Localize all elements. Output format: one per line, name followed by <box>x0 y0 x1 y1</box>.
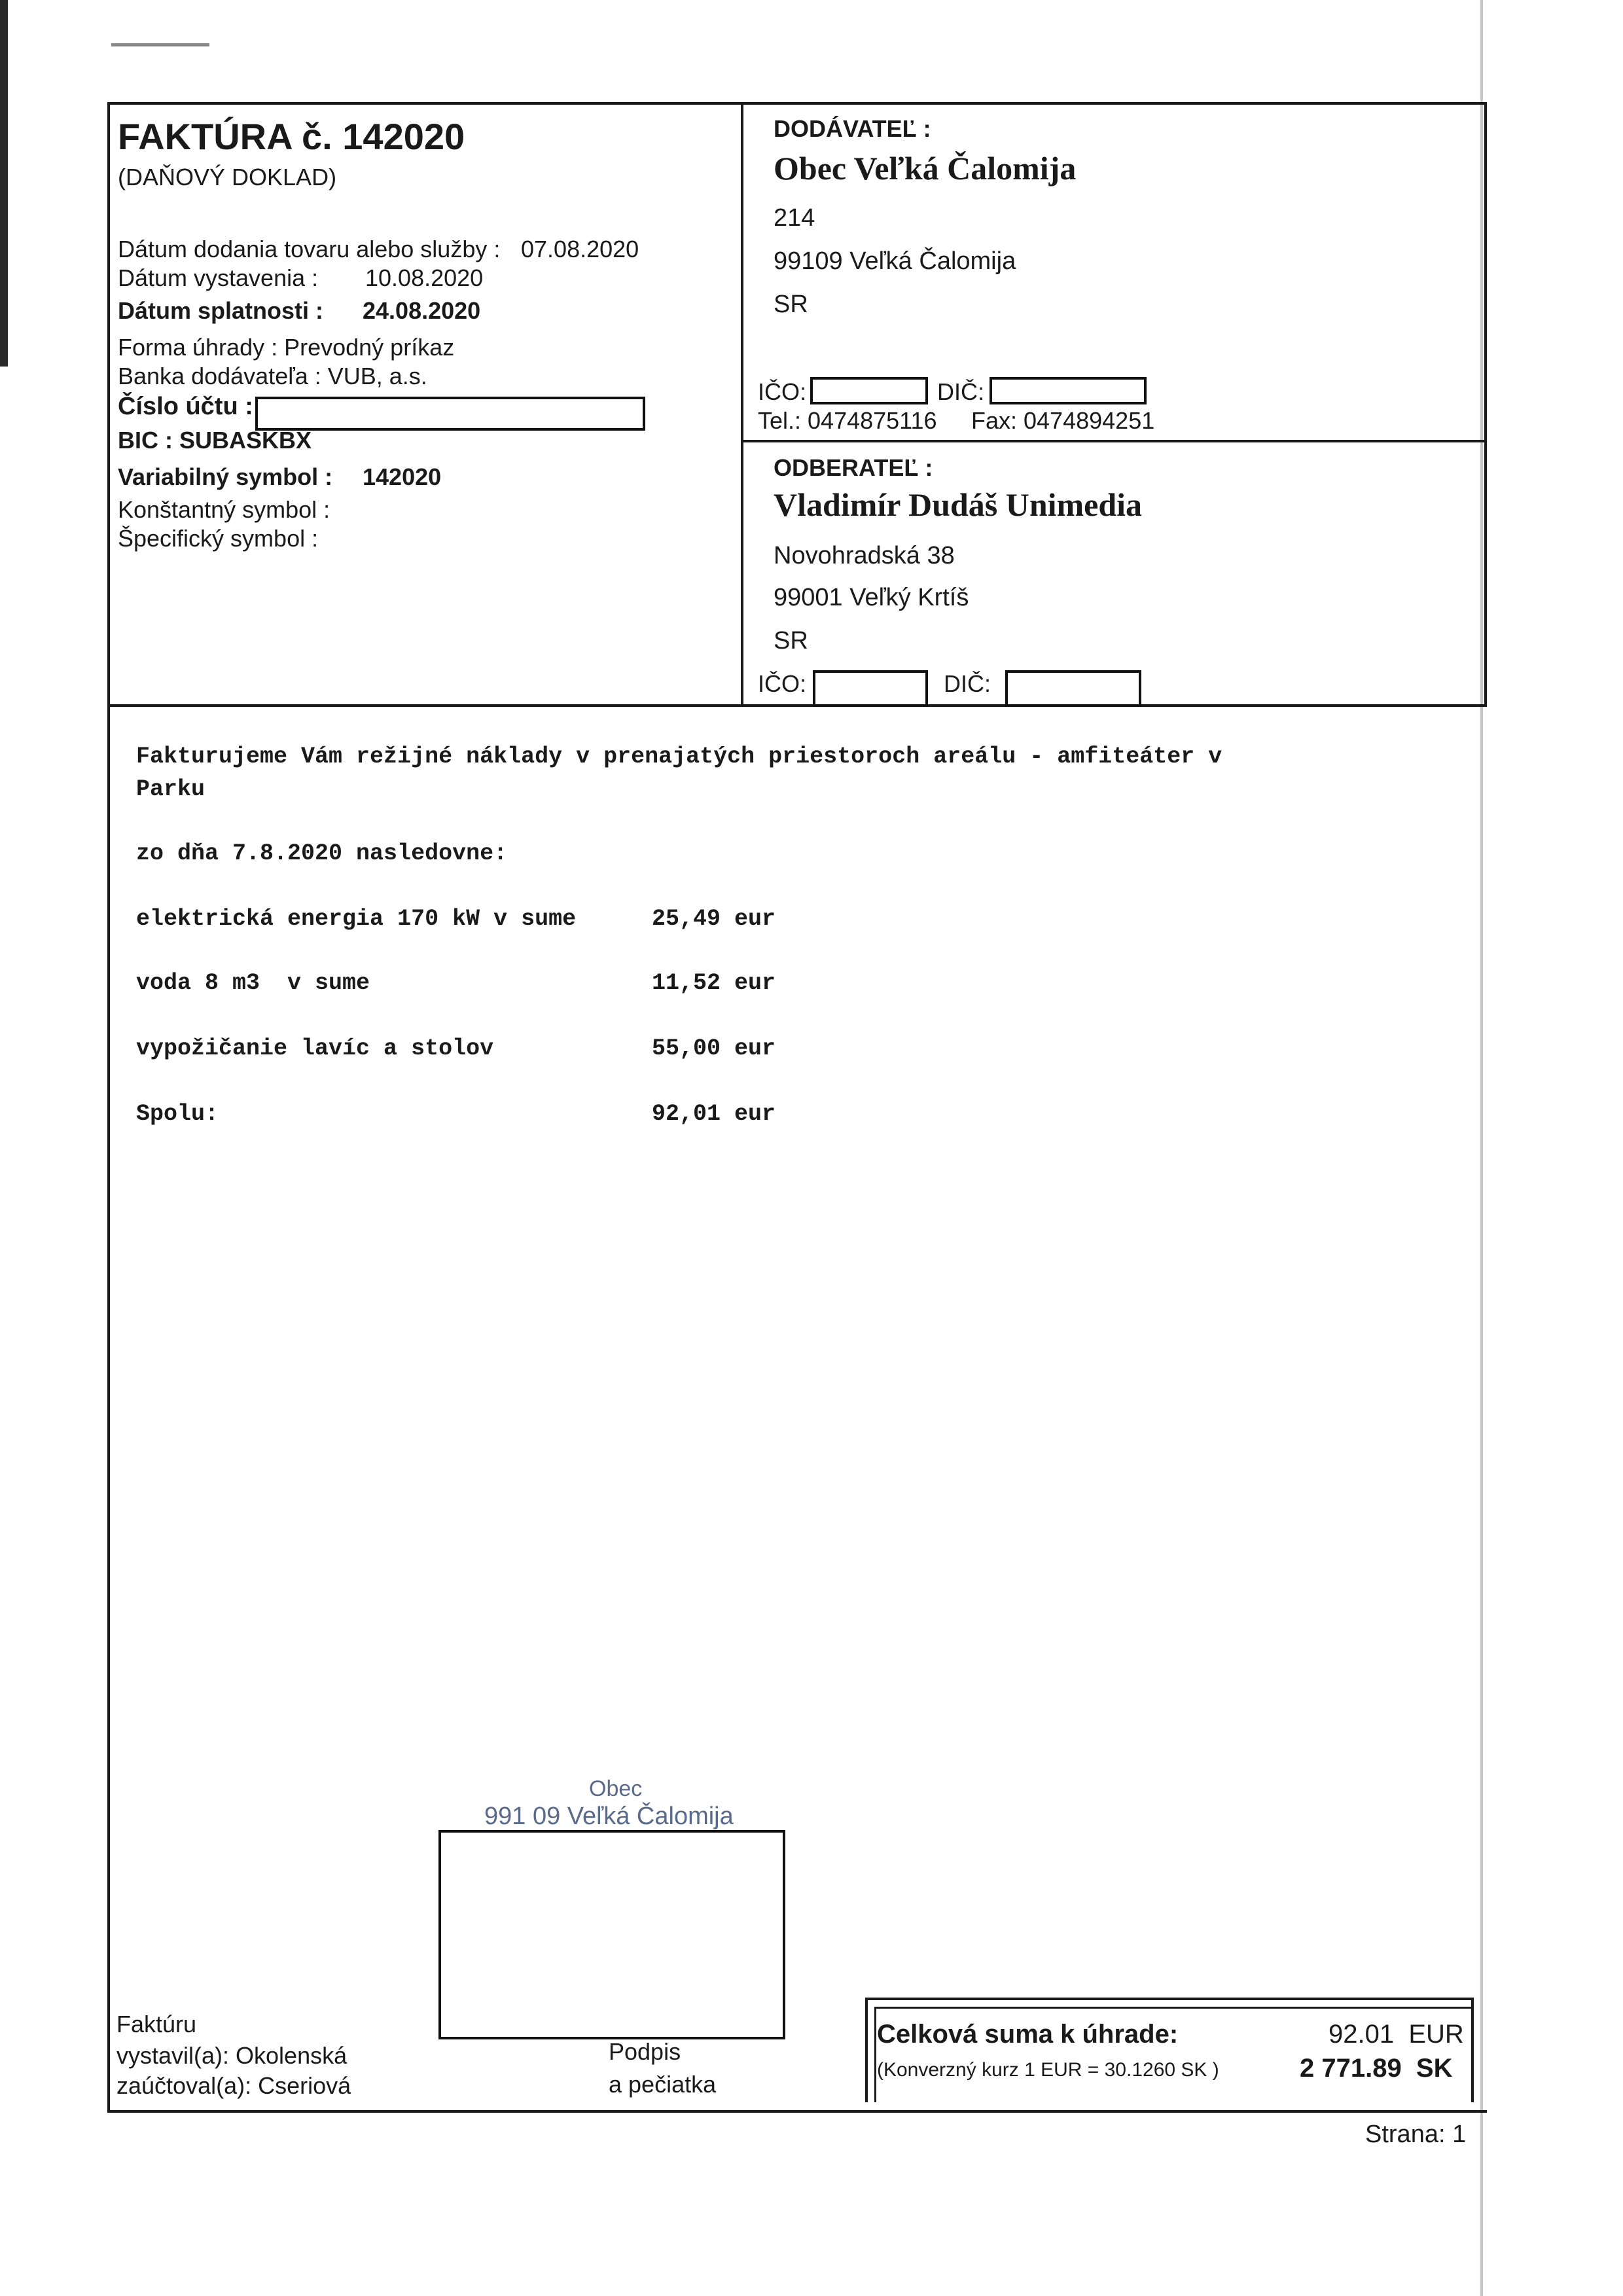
stamp-line: 991 09 Veľká Čalomija <box>484 1803 734 1830</box>
stamp-line: Obec <box>589 1776 643 1801</box>
total-amount: 92,01 eur <box>652 1101 776 1127</box>
total-label: Spolu: <box>136 1101 219 1127</box>
item-amount: 25,49 eur <box>652 906 776 932</box>
supplier-tel: Tel.: 0474875116 <box>758 407 937 434</box>
supplier-street: 214 <box>774 204 815 232</box>
conversion-rate: (Konverzný kurz 1 EUR = 30.1260 SK ) <box>877 2059 1219 2081</box>
bic-code: BIC : SUBASKBX <box>118 427 312 454</box>
redacted-supplier-ico <box>810 377 928 404</box>
customer-dic-label: DIČ: <box>944 670 991 697</box>
body-intro-line: Fakturujeme Vám režijné náklady v prenajatých priestoroch areálu - amfiteáter v <box>136 744 1222 770</box>
redacted-account-number <box>255 397 645 431</box>
signature-label: Podpis <box>609 2038 681 2065</box>
total-due-sk: 2 771.89 SK <box>1300 2054 1453 2083</box>
due-date: 24.08.2020 <box>363 297 481 324</box>
customer-ico-label: IČO: <box>758 670 807 697</box>
customer-name: Vladimír Dudáš Unimedia <box>774 486 1143 523</box>
signature-label: a pečiatka <box>609 2071 717 2098</box>
payment-form: Forma úhrady : Prevodný príkaz <box>118 334 455 361</box>
item-amount: 55,00 eur <box>652 1035 776 1062</box>
item-description: vypožičanie lavíc a stolov <box>136 1035 494 1062</box>
total-box <box>865 1998 1474 2102</box>
item-description: voda 8 m3 v sume <box>136 970 370 996</box>
account-number-label: Číslo účtu : <box>118 393 253 420</box>
issue-date-label: Dátum vystavenia : <box>118 264 319 291</box>
redacted-supplier-dic <box>990 377 1147 404</box>
redacted-stamp <box>438 1830 785 2039</box>
body-intro-line: Parku <box>136 776 205 802</box>
scan-margin-line <box>1480 0 1483 2296</box>
scan-dash-mark <box>111 43 209 46</box>
supplier-ico-label: IČO: <box>758 378 807 405</box>
item-description: elektrická energia 170 kW v sume <box>136 906 577 932</box>
body-date-line: zo dňa 7.8.2020 nasledovne: <box>136 840 508 867</box>
issued-by: vystavil(a): Okolenská <box>116 2042 348 2069</box>
total-due-eur: 92.01 EUR <box>1329 2020 1464 2049</box>
variable-symbol-label: Variabilný symbol : <box>118 463 333 490</box>
specific-symbol: Špecifický symbol : <box>118 525 319 552</box>
total-box-inner-line <box>874 2007 876 2102</box>
scan-edge-mark <box>0 0 8 367</box>
issue-date: 10.08.2020 <box>365 264 484 291</box>
supplier-heading: DODÁVATEĽ : <box>774 115 931 142</box>
supplier-country: SR <box>774 291 808 318</box>
customer-country: SR <box>774 627 808 655</box>
redacted-customer-dic <box>1005 670 1141 707</box>
total-due-label: Celková suma k úhrade: <box>877 2020 1179 2049</box>
supplier-bank: Banka dodávateľa : VUB, a.s. <box>118 363 427 389</box>
issued-heading: Faktúru <box>116 2011 197 2037</box>
customer-street: Novohradská 38 <box>774 542 955 569</box>
total-box-inner-line <box>874 2007 1471 2009</box>
supplier-fax: Fax: 0474894251 <box>971 407 1155 434</box>
item-amount: 11,52 eur <box>652 970 776 996</box>
supplier-name: Obec Veľká Čalomija <box>774 150 1077 187</box>
invoice-title: FAKTÚRA č. 142020 <box>118 116 465 157</box>
customer-city: 99001 Veľký Krtíš <box>774 584 969 611</box>
delivery-date-label: Dátum dodania tovaru alebo služby : <box>118 236 501 262</box>
due-date-label: Dátum splatnosti : <box>118 297 324 324</box>
variable-symbol: 142020 <box>363 463 442 490</box>
delivery-date: 07.08.2020 <box>521 236 639 262</box>
constant-symbol: Konštantný symbol : <box>118 496 330 523</box>
supplier-dic-label: DIČ: <box>937 378 984 405</box>
page-number: Strana: 1 <box>1365 2121 1467 2148</box>
redacted-customer-ico <box>813 670 928 707</box>
accounted-by: zaúčtoval(a): Cseriová <box>116 2072 351 2099</box>
invoice-subtitle: (DAŇOVÝ DOKLAD) <box>118 164 337 190</box>
supplier-city: 99109 Veľká Čalomija <box>774 247 1016 275</box>
customer-heading: ODBERATEĽ : <box>774 454 933 481</box>
